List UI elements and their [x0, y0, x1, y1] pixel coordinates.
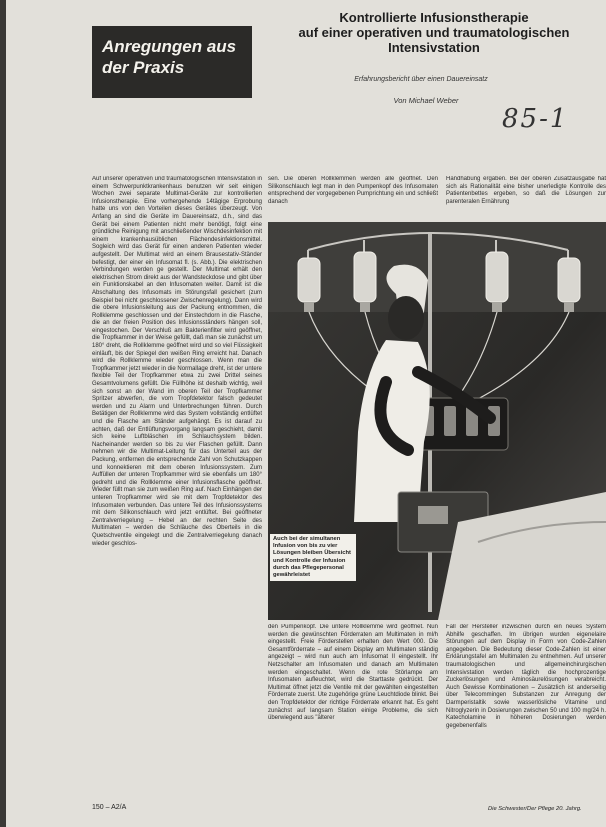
title-line-3: Intensivstation: [388, 40, 480, 55]
handwritten-note: 85-1: [502, 104, 569, 134]
handwritten-footer: – A2/A: [105, 804, 127, 811]
article-author: Von Michael Weber: [393, 96, 459, 105]
column-2-bottom: [268, 624, 438, 814]
photo-caption: [270, 534, 356, 581]
section-banner-label: Anregungen aus der Praxis: [102, 37, 237, 77]
column-3-bottom: [446, 624, 606, 814]
article-title: [266, 10, 602, 55]
column-2-top-text: sen. Die oberen Rollklemmen werden alle geöffnet. Den Silikonschlauch legt man in den Pumpenkopf des Infusomaten entsprechend der vorgegebenen Pumprichtung ein und schließt danach: [268, 176, 438, 205]
column-3-bottom-text: Fall der Hersteller inzwischen durch ein neues System Abhilfe geschaffen. Im übrigen wurden eigenelaire Störungen auf dem Display in Form von Code-Zahlen angegeben. Die Bedeutung dieser Code-Zahlen ist einer Erklärungstafel am Multimaten zu entnehmen. Auf unserer traumatologischen und allgemeinchirurgischen Intensivstation werden täglich die hochprozentige Zuckerlösungen und Aminosäurelösungen verabreicht. Auch Gewisse Kombinationen – Zusätzlich ist anderseitig über Telecommingen Substanzen zur Anregung der Darmperistaltik sowie wasserlösliche Vitamine und Nitroglyzerin in Dosierungen zwischen 50 und 100 mg/24 h. Katecholamine in höheren Dosierungen werden gegebenenfalls: [446, 624, 606, 729]
page-footer-left: [92, 804, 126, 811]
journal-footer: Die Schwester/Der Pflege 20. Jahrg.: [488, 806, 582, 812]
column-3-top: [446, 176, 606, 216]
article-subtitle: Erfahrungsbericht über einen Dauereinsatz: [354, 76, 488, 83]
magazine-page: [6, 0, 606, 827]
section-banner: [92, 26, 252, 98]
page-shadow-edge: [0, 0, 6, 827]
column-1: [92, 176, 262, 814]
column-3-top-text: Handhabung ergaben. Bei der oberen Zusatzausgabe hat sich als Rationalität eine bisher unerledigte Kontrolle des Patientenbettes ergeben, so daß die Lösungen zur parenteralen Ernährung: [446, 176, 606, 205]
photo-caption-text: Auch bei der simultanen Infusion von bis zu vier Lösungen bleiben Übersicht und Kontrolle der Infusion durch das Pflegepersonal gewährleistet: [273, 536, 351, 579]
column-2-bottom-text: den Pumpenkopf. Die untere Rollklemme wird geöffnet. Nun werden die gewünschten Förderraten am Multimaten in ml/h eingestellt. Freie Förderstellen erhalten den Wert 000. Die Gesamtförderrate – auf einem Display am Multimaten ständig angezeigt – wird nun auch am Infusomat II eingestellt. Ihr Netzschalter am Infusomaten und danach am Multimaten werden eingeschaltet. Wenn die rote Störlampe am Infusomaten aufleuchtet, wird die Starttaste gedrückt. Der Multimat öffnet jetzt die Ventile mit der gewählten eingestellten Förderrate zuerst. Ute zugehörige grüne Leuchtdiode blinkt. Bei den Tropfdetektor der richtige Förderrate erkannt hat. Es geht zunächst auf langsam Station einige Probleme, die sich überwiegend aus "älterer: [268, 624, 438, 722]
page-number: 150: [92, 804, 104, 811]
column-2-top: [268, 176, 438, 216]
column-1-text: Auf unserer operativen und traumatologischen Intensivstation in einem Schwerpunktkrankenhaus benutzen wir seit einigen Wochen zwei separate Multimat-Geräte zur kontrollierten Infusionstherapie. Eine vorhergehende 14tägige Erprobung hatte uns von den Vorteilen dieses Gerätes überzeugt. Von Anfang an sind die Geräte im Dauereinsatz, d.h., sind das Gerät bei einem Patienten nicht mehr benötigt, folgt eine gründliche Reinigung mit anschließender Wischdesinfektion mit einem krankenhausüblichen Flächendesinfektionsmittel. Sogleich wird das Gerät für einen anderen Patienten wieder aufgestellt. Der Multimat wird an einem Brausestativ-Ständer befestigt, der einer ein Infusomat fl. (s. Abb.). Die elektrischen Verbindungen werden ge gestellt. Der Multimat erhält den elektrischen Strom direkt aus der Wandsteckdose und gibt über ein Funktionskabel an den Infusomaten weiter. Damit ist die Abschaltung des Infusomats im Störungsfall gesichert (zum Beispiel bei nicht geschlossener Zwischenregelung). Dann wird die obere Infusionsleitung aus der Packung entnommen, die Rollklemme geschlossen und der Einstechdorn in die Flasche, die an der freien Position des Infusionsständers hängen soll, eingestochen. Der Verschluß am Bakterienfilter wird geöffnet, die Tropfkammer in der Weise gefüllt, daß man sie zunächst um 180° dreht, die Rollklemme geöffnet wird und so viel Flüssigkeit einläuft, bis der Spiegel den weißen Ring erreicht hat. Danach wird die Rollklemme wieder geschlossen. Wenn man die Tropfkammer jetzt wieder in die Normallage dreht, ist der untere flexible Teil der Tropfkammer etwa zu zwei Drittel seines Gesamtvolumens gefüllt. Die Füllhöhe ist deshalb wichtig, weil sich sonst an der Wand im oberen Teil der Tropfkammer Spritzer abwerfen, die vom Tropfdetektor falsch gedeutet werden und zu Alarm und Unterbrechungen führen. Durch Betätigen der Rollklemme wird das System vollständig entlüftet und die Flasche am Ständer aufgehängt. Es ist darauf zu achten, daß der Entlüftungsvorgang langsam geschieht, damit sich keine Luftbläschen im Schlauchsystem bilden. Nacheinander werden so bis zu vier Flaschen gefüllt. Dann nehmen wir die Multimat-Leitung für das Unterteil aus der Packung, entfernen die entsprechende Zahl von Schutzkappen und konnektieren mit dem oberen Infusionssystem. Zum Auffüllen der unteren Tropfkammer wird sie ebenfalls um 180° gedreht und die Rollklemme einer Infusionsflasche geöffnet. Wieder füllt man sie zum weißen Ring auf. Nach Einhängen der unteren Tropfkammer wird sie mit dem Tropfdetektor des Infusomaten verbunden. Das untere Teil des Infusionssystems mit dem Silikonschlauch wird jetzt entlüftet. Bei geöffneter Zentralverriegelung – Hebel an der rechten Seite des Multimaten – werden die Schläuche des Oberteils in die Quetschventile eingelegt und die Zentralverriegelung danach wieder geschlos-: [92, 176, 262, 547]
title-line-2: auf einer operativen und traumatologischen: [298, 25, 570, 40]
title-line-1: Kontrollierte Infusionstherapie: [339, 10, 529, 25]
